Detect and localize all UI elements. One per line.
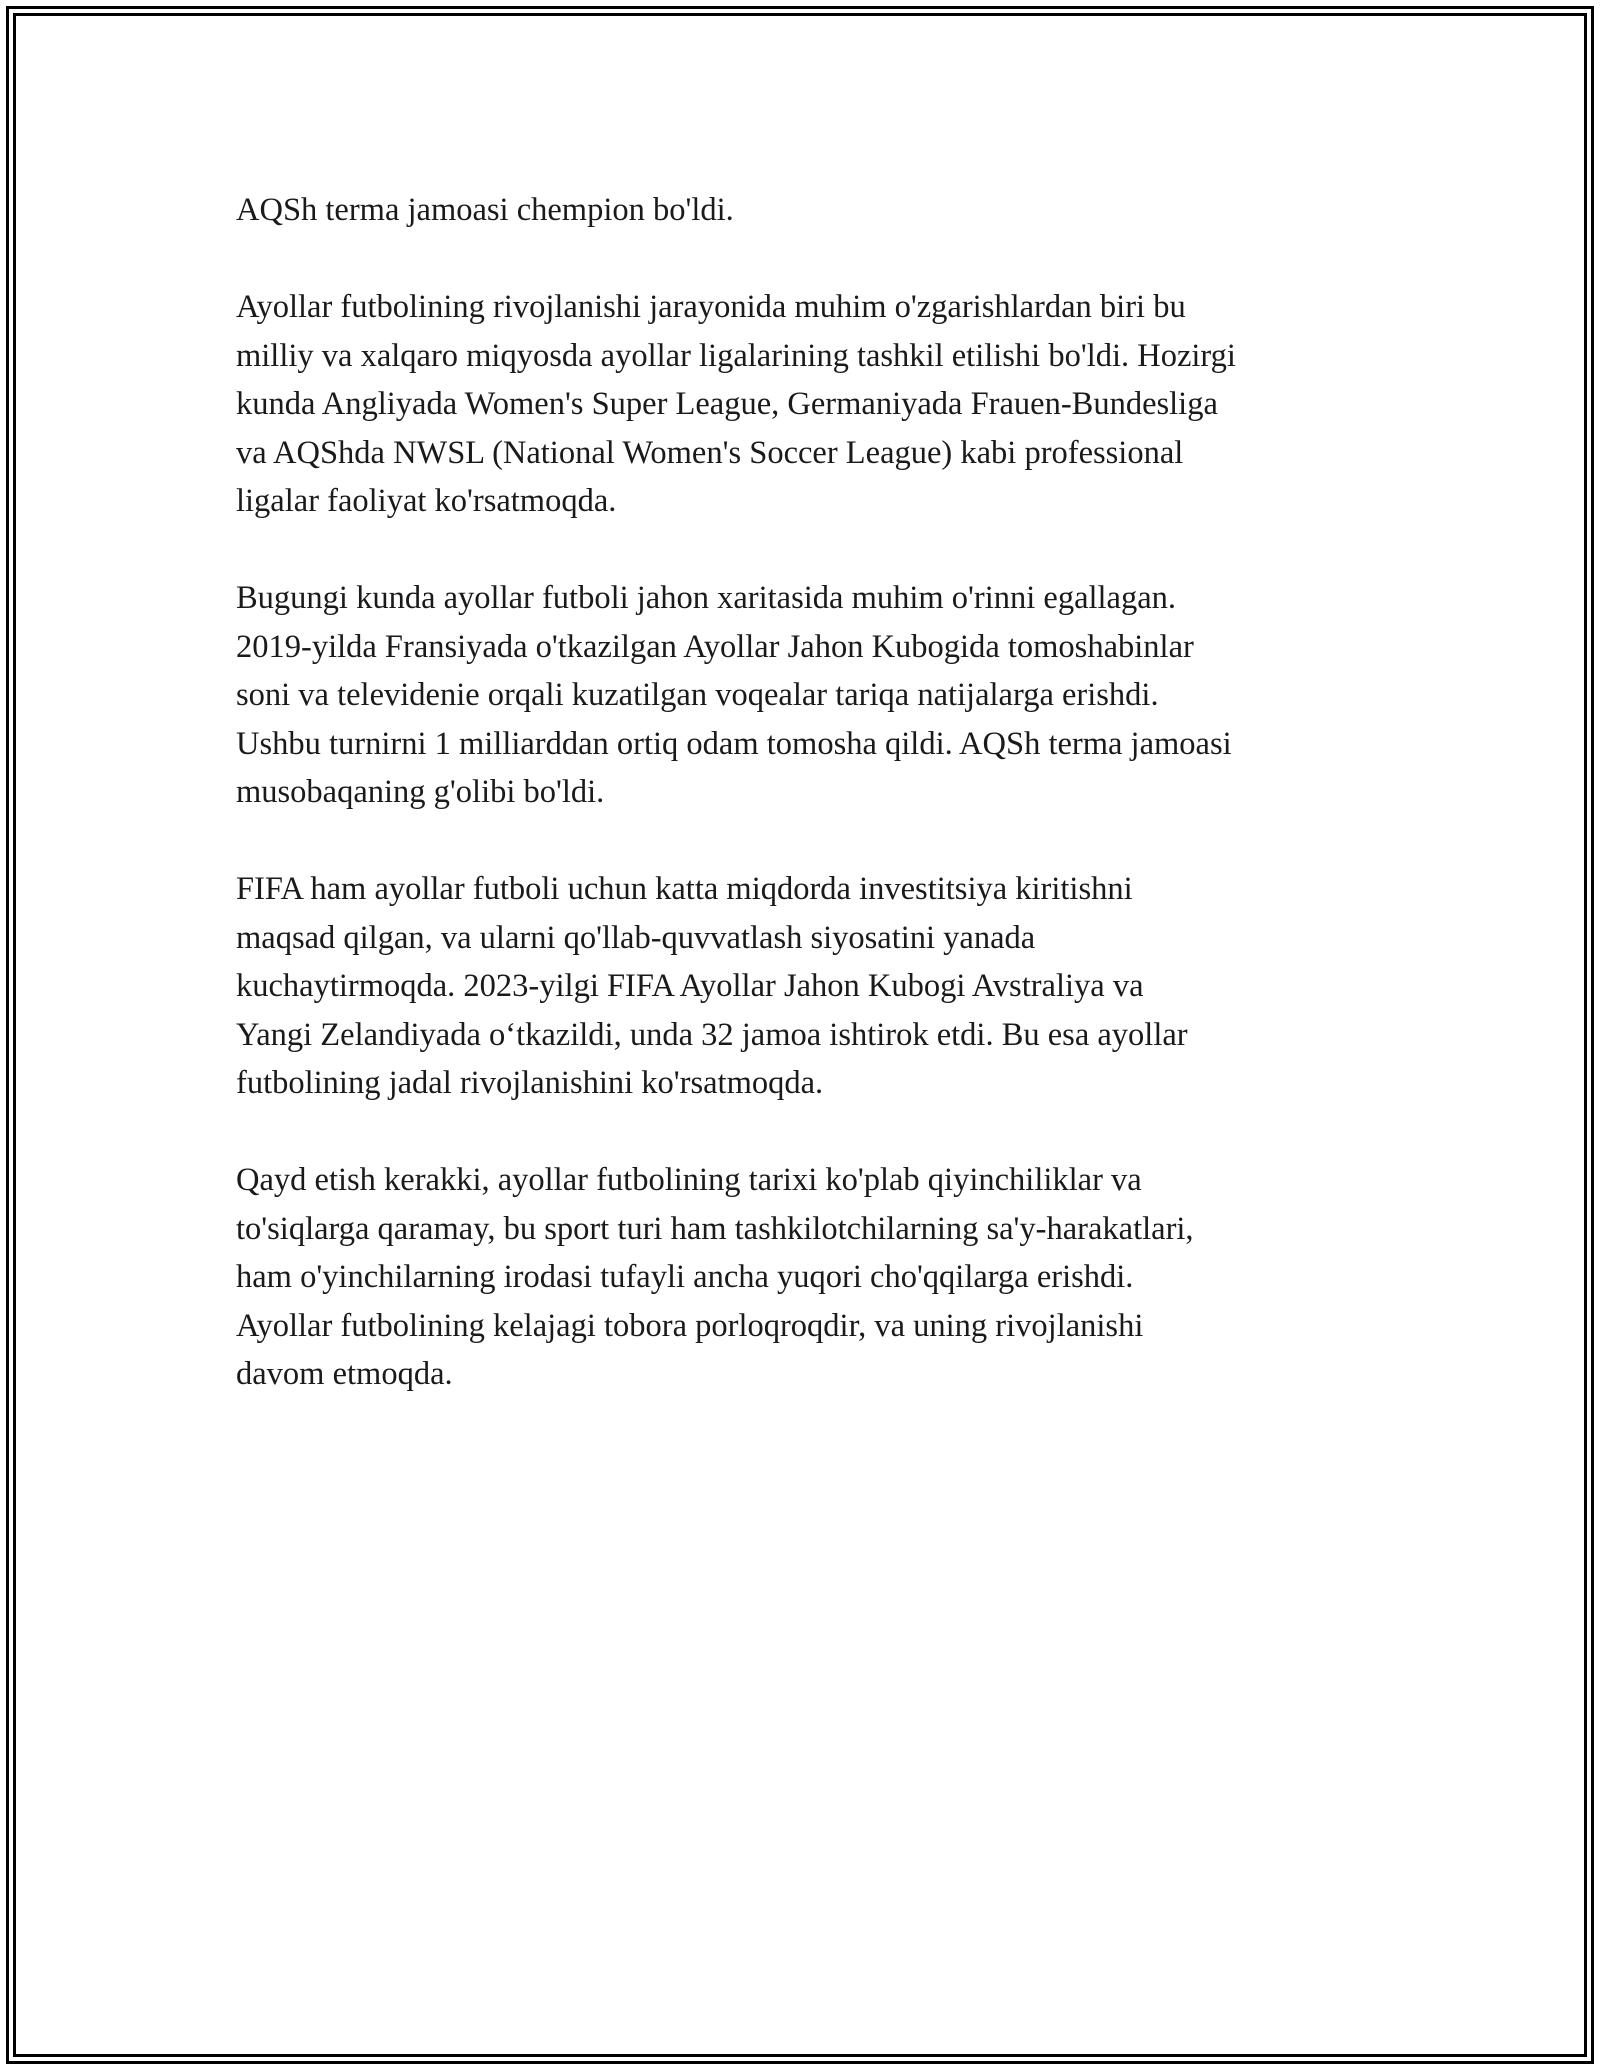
paragraph-leagues: Ayollar futbolining rivojlanishi jarayonida muhim o'zgarishlardan biri bu milliy va xalqaro miqyosda ayollar ligalarining tashkil etilishi bo'ldi. Hozirgi kunda Angliyada Women's Super League, Germaniyada Frauen-Bundesliga va AQShda NWSL (National Women's Soccer League) kabi professional ligalar faoliyat ko'rsatmoqda. (236, 289, 1236, 519)
paragraph-champion: AQSh terma jamoasi chempion bo'ldi. (236, 192, 734, 228)
paragraph-conclusion: Qayd etish kerakki, ayollar futbolining tarixi ko'plab qiyinchiliklar va to'siqlarga qaramay, bu sport turi ham tashkilotchilarning sa'y-harakatlari, ham o'yinchilarning irodasi tufayli ancha yuqori cho'qqilarga erishdi. Ayollar futbolining kelajagi tobora porloqroqdir, va uning rivojlanishi davom etmoqda. (236, 1162, 1194, 1392)
paragraph-fifa-investment: FIFA ham ayollar futboli uchun katta miqdorda investitsiya kiritishni maqsad qilgan, va ularni qo'llab-quvvatlash siyosatini yanada kuchaytirmoqda. 2023-yilgi FIFA Ayollar Jahon Kubogi Avstraliya va Yangi Zelandiyada o‘tkazildi, unda 32 jamoa ishtirok etdi. Bu esa ayollar futbolining jadal rivojlanishini ko'rsatmoqda. (236, 871, 1188, 1101)
document-body (236, 186, 1386, 1447)
paragraph-world-cup-2019: Bugungi kunda ayollar futboli jahon xaritasida muhim o'rinni egallagan. 2019-yilda Fransiyada o'tkazilgan Ayollar Jahon Kubogida tomoshabinlar soni va televidenie orqali kuzatilgan voqealar tariqa natijalarga erishdi. Ushbu turnirni 1 milliarddan ortiq odam tomosha qildi. AQSh terma jamoasi musobaqaning g'olibi bo'ldi. (236, 580, 1232, 810)
